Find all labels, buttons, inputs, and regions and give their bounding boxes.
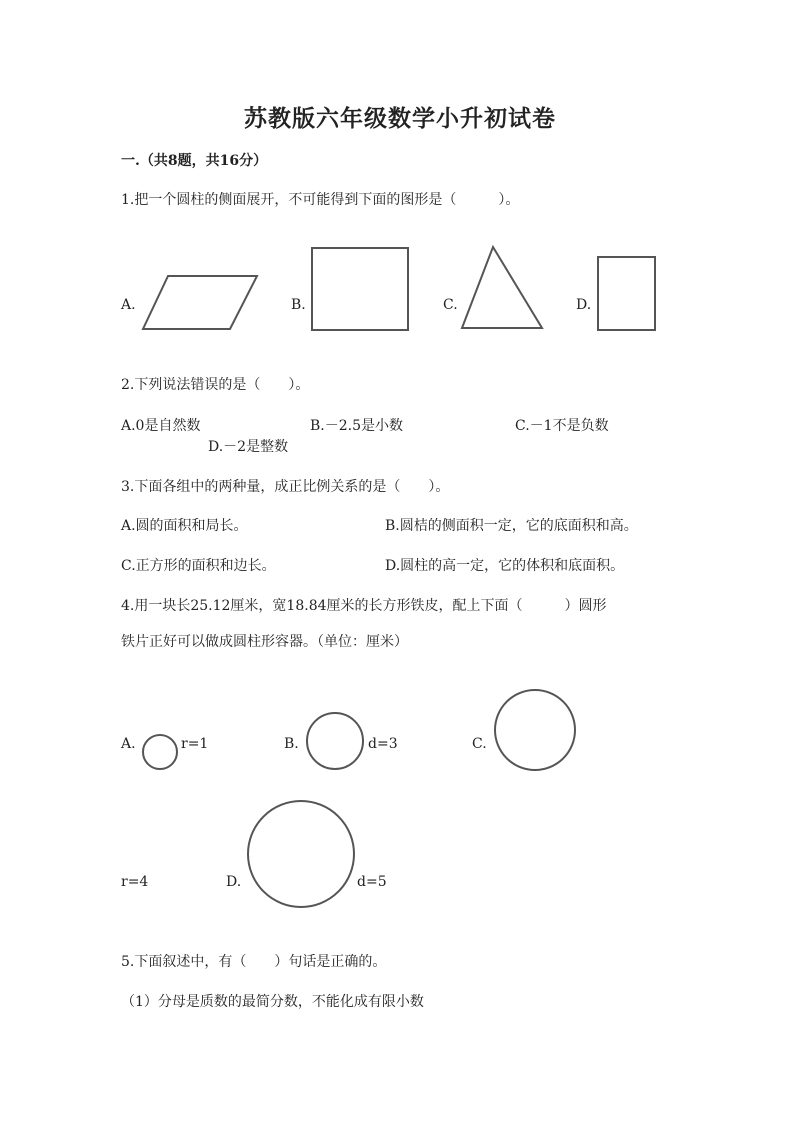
question-1: 1.把一个圆柱的侧面展开，不可能得到下面的图形是（ ）。 [121, 192, 520, 208]
q2-option-d: D.－2是整数 [208, 439, 289, 455]
square-figure [312, 248, 408, 330]
q1-option-a-label: A. [121, 297, 136, 313]
q1-option-d-label: D. [576, 297, 592, 313]
circle-b-figure [307, 713, 363, 769]
q5-statement-1: （1）分母是质数的最简分数，不能化成有限小数 [121, 994, 424, 1010]
section-heading: 一.（共8题，共16分） [121, 153, 268, 169]
q4-label-d5: d=5 [357, 874, 387, 890]
q4-label-r4: r=4 [121, 874, 149, 890]
q2-option-b: B.－2.5是小数 [310, 418, 404, 434]
rectangle-figure [598, 257, 655, 330]
question-2: 2.下列说法错误的是（ ）。 [121, 377, 310, 393]
q1-option-b-label: B. [291, 297, 306, 313]
q1-option-c-label: C. [443, 297, 458, 313]
q4-option-d-label: D. [226, 874, 242, 890]
q3-option-a: A.圆的面积和局长。 [121, 518, 248, 534]
question-5: 5.下面叙述中，有（ ）句话是正确的。 [121, 954, 387, 970]
q3-option-c: C.正方形的面积和边长。 [121, 558, 276, 574]
q4-option-a-label: A. [121, 736, 136, 752]
question-3: 3.下面各组中的两种量，成正比例关系的是（ ）。 [121, 479, 450, 495]
circle-c-figure [495, 690, 575, 770]
q3-option-b: B.圆桔的侧面积一定，它的底面积和高。 [385, 518, 638, 534]
q2-option-a: A.0是自然数 [121, 418, 201, 434]
parallelogram-figure [143, 276, 257, 329]
q4-option-c-label: C. [472, 736, 487, 752]
q3-option-d: D.圆柱的高一定，它的体积和底面积。 [385, 558, 625, 574]
page-title: 苏教版六年级数学小升初试卷 [244, 105, 556, 132]
question-4-line-1: 4.用一块长25.12厘米，宽18.84厘米的长方形铁皮，配上下面（ ）圆形 [121, 598, 607, 614]
triangle-figure [462, 247, 542, 328]
q4-label-d3: d=3 [368, 736, 398, 752]
circle-d-figure [248, 801, 354, 907]
q4-option-b-label: B. [284, 736, 299, 752]
question-4-line-2: 铁片正好可以做成圆柱形容器。（单位：厘米） [121, 634, 408, 650]
q2-option-c: C.－1不是负数 [515, 418, 609, 434]
circle-a-figure [143, 735, 177, 769]
q4-label-r1: r=1 [181, 736, 209, 752]
